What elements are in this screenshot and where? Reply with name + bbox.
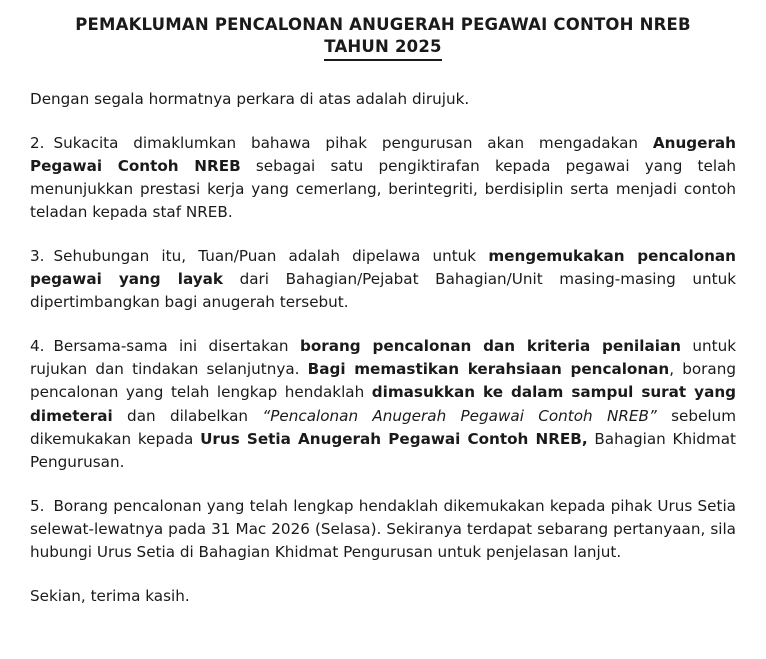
paragraph-4	[30, 335, 736, 474]
paragraph-4-bold-1: borang pencalonan dan kriteria penilaian	[299, 337, 681, 356]
paragraph-5	[30, 495, 736, 564]
paragraph-3-number: 3.	[30, 247, 45, 265]
page-title-line-2: TAHUN 2025	[324, 36, 441, 61]
paragraph-2	[30, 132, 736, 224]
paragraph-4-number: 4.	[30, 337, 45, 356]
paragraph-1	[30, 88, 736, 111]
paragraph-4-bold-2: Bagi memastikan kerahsiaan pencalonan	[307, 360, 670, 379]
paragraph-4-text-4: dan dilabelkan	[112, 406, 263, 425]
paragraph-2-number: 2.	[30, 133, 45, 152]
paragraph-4-text-1: Bersama-sama ini disertakan	[53, 337, 300, 356]
paragraph-4-text-5: sebelum dikemukakan kepada	[30, 406, 736, 448]
paragraph-3	[30, 245, 736, 314]
paragraph-4-text-3: , borang pencalonan yang telah lengkap hendaklah	[30, 360, 736, 402]
paragraph-3-text-2: dari Bahagian/Pejabat Bahagian/Unit masing-masing untuk dipertimbangkan bagi anugerah tersebut.	[30, 270, 736, 312]
paragraph-4-bold-4: Urus Setia Anugerah Pegawai Contoh NREB,	[200, 429, 588, 448]
closing-line	[30, 585, 736, 608]
paragraph-4-bold-3: dimasukkan ke dalam sampul surat yang dimeterai	[30, 383, 736, 425]
paragraph-2-text-2: sebagai satu pengiktirafan kepada pegawai yang telah menunjukkan prestasi kerja yang cemerlang, berintegriti, berdisiplin serta menjadi contoh teladan kepada staf NREB.	[30, 156, 736, 221]
paragraph-5-number: 5.	[30, 496, 45, 515]
document-body	[30, 88, 736, 609]
closing-text: Sekian, terima kasih.	[30, 587, 190, 606]
page-title	[36, 14, 730, 61]
paragraph-2-text-1: Sukacita dimaklumkan bahawa pihak pengurusan akan mengadakan	[53, 133, 653, 152]
paragraph-4-text-2: untuk rujukan dan tindakan selanjutnya.	[30, 337, 736, 379]
paragraph-4-text-6: Bahagian Khidmat Pengurusan.	[30, 429, 736, 471]
paragraph-2-bold-1: Anugerah Pegawai Contoh NREB	[30, 133, 736, 175]
paragraph-4-italic-label: “Pencalonan Anugerah Pegawai Contoh NREB”	[262, 406, 657, 425]
paragraph-3-text-1: Sehubungan itu, Tuan/Puan adalah dipelawa untuk	[53, 247, 489, 265]
page-title-line-1: PEMAKLUMAN PENCALONAN ANUGERAH PEGAWAI CONTOH NREB	[75, 15, 691, 34]
paragraph-5-text-1: Borang pencalonan yang telah lengkap hendaklah dikemukakan kepada pihak Urus Setia selewat-lewatnya pada 31 Mac 2026 (Selasa). Sekiranya terdapat sebarang pertanyaan, sila hubungi Urus Setia di Bahagian Khidmat Pengurusan untuk penjelasan lanjut.	[30, 496, 736, 562]
paragraph-1-text: Dengan segala hormatnya perkara di atas adalah dirujuk.	[30, 89, 470, 108]
paragraph-3-bold-1: mengemukakan pencalonan pegawai yang layak	[30, 247, 736, 289]
